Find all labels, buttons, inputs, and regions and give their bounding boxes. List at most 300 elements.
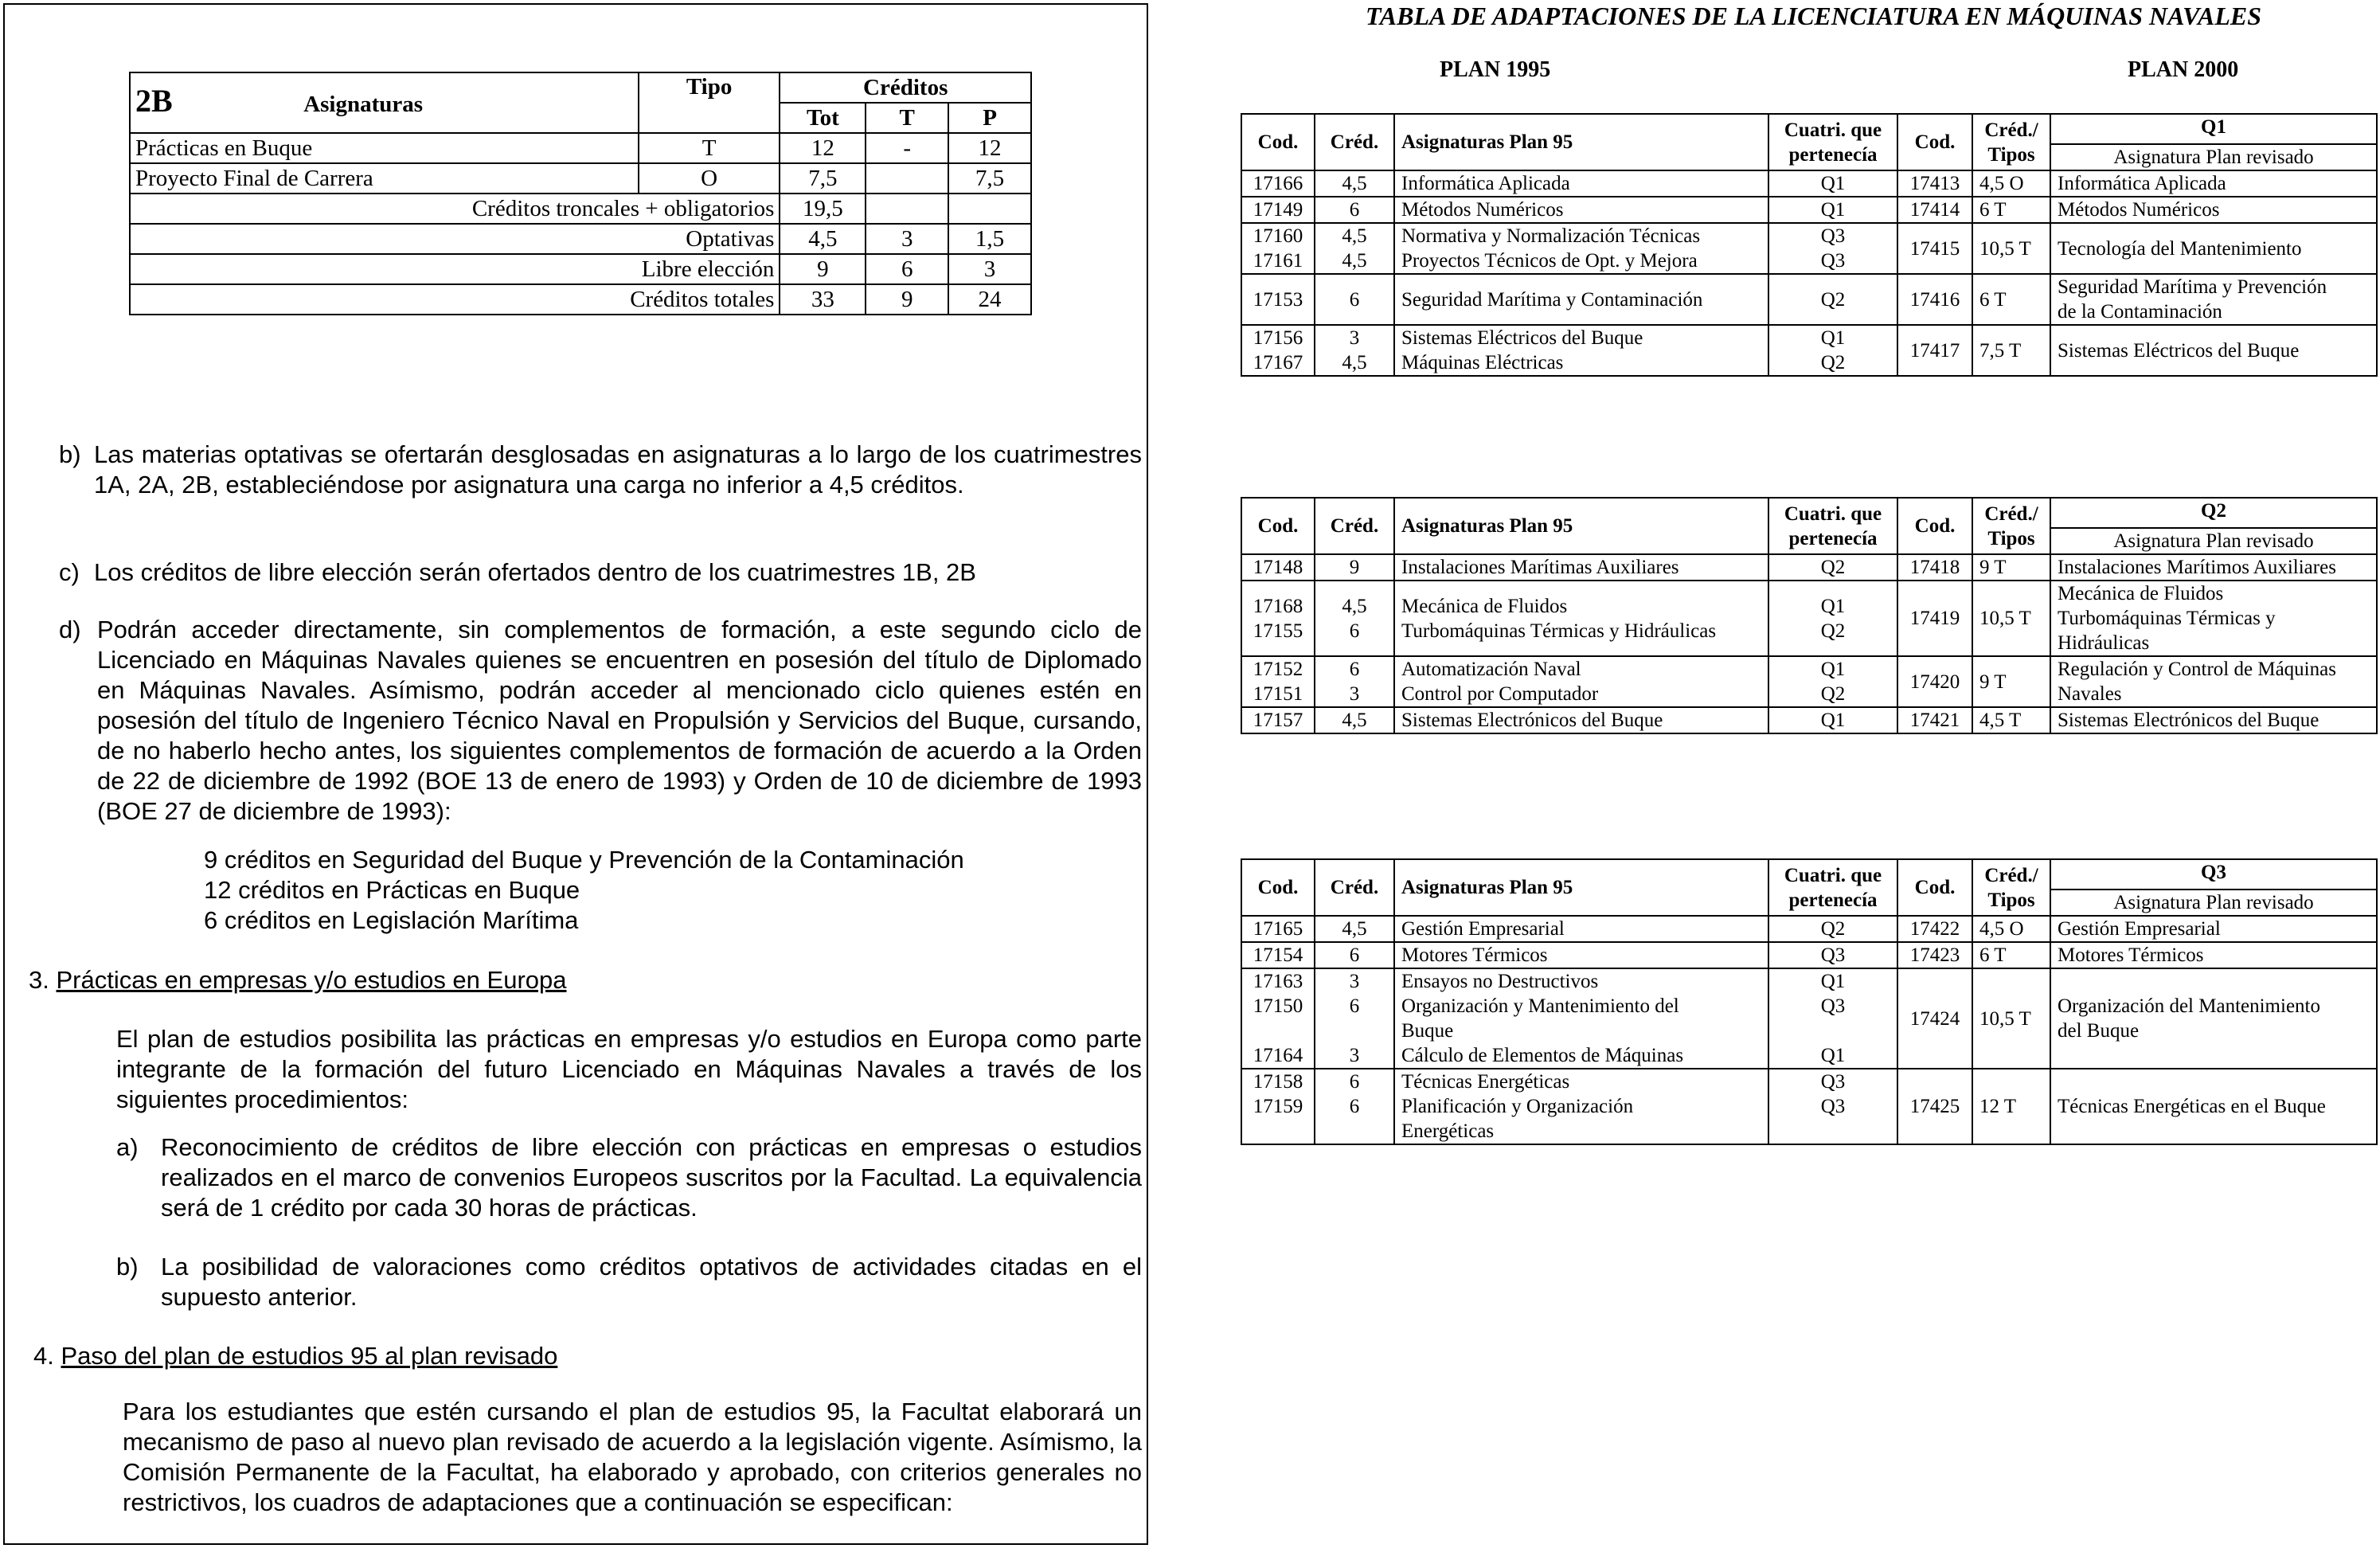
cell-cuatri	[1768, 554, 1897, 581]
adaptations-title: TABLA DE ADAPTACIONES DE LA LICENCIATURA EN MÁQUINAS NAVALES	[1366, 2, 2262, 30]
cell-asignatura-revisado	[2050, 968, 2377, 1069]
asignatura-95-name: Normativa y Normalización Técnicas	[1401, 225, 1701, 247]
cuatri-value: Q1	[1820, 971, 1846, 992]
header-cred-line2: Tipos	[1987, 889, 2035, 911]
paragraph-b-lead: b)	[59, 440, 81, 468]
cuatri-value: Q2	[1820, 620, 1846, 642]
paragraph-c-lead: c)	[59, 558, 80, 586]
cod-95-value: 17153	[1253, 288, 1303, 311]
cell-asignatura-95	[1394, 197, 1768, 223]
cell-cuatri	[1768, 170, 1897, 197]
asignatura-revisado-name: Seguridad Marítima y Prevención	[2058, 276, 2327, 298]
cred-95-value: 4,5	[1342, 918, 1367, 940]
cell-cuatri	[1768, 223, 1897, 274]
table-2b-cell-p: 7,5	[948, 163, 1031, 194]
cuatri-value: Q2	[1820, 683, 1846, 705]
cuatri-value: Q3	[1820, 225, 1846, 247]
cell-asignatura-95	[1394, 707, 1768, 733]
table-2b-summary-row	[130, 194, 1031, 224]
section-3-item-a	[116, 1132, 1142, 1223]
table-2b-summary-cell-tot: 19,5	[780, 194, 866, 224]
asignatura-revisado-name: de la Contaminación	[2058, 301, 2222, 323]
cod-95-value: 17166	[1253, 173, 1303, 194]
cell-cred-tipo: 6 T	[1972, 942, 2050, 968]
paragraph-b	[59, 440, 1142, 500]
cell-cod-new: 17419	[1897, 581, 1972, 656]
cell-cod-95	[1241, 656, 1315, 707]
cell-cred-tipo: 4,5 O	[1972, 916, 2050, 942]
left-page-panel	[3, 3, 1148, 1545]
table-row	[1241, 223, 2377, 274]
asignatura-revisado-name: Informática Aplicada	[2058, 173, 2226, 194]
section-3-heading	[29, 965, 567, 995]
cred-95-value: 6	[1349, 620, 1360, 642]
cell-cod-95	[1241, 581, 1315, 656]
cell-cod-95	[1241, 223, 1315, 274]
table-2b-cell-tipo: T	[639, 133, 780, 163]
table-2b-summary-row	[130, 254, 1031, 284]
cuatri-value: Q1	[1820, 327, 1846, 349]
table-row	[1241, 197, 2377, 223]
asignatura-95-name: Energéticas	[1401, 1120, 1495, 1142]
table-row	[1241, 942, 2377, 968]
plan-new-label: PLAN 2000	[2128, 57, 2239, 82]
section-4-heading	[33, 1341, 557, 1371]
header-asignaturas: Asignaturas	[303, 92, 424, 117]
asignatura-95-name: Mecánica de Fluidos	[1401, 595, 1568, 617]
asignatura-95-name: Turbomáquinas Térmicas y Hidráulicas	[1401, 620, 1717, 642]
header-cred-tipos	[1972, 859, 2050, 916]
cell-asignatura-95	[1394, 170, 1768, 197]
cell-asignatura-revisado	[2050, 274, 2377, 325]
cod-95-value: 17151	[1253, 683, 1303, 705]
cell-cred-tipo: 10,5 T	[1972, 581, 2050, 656]
section-3-item-a-text: Reconocimiento de créditos de libre elección con prácticas en empresas o estudios realizados en el marco de convenios Europeos suscritos por la Facultad. La equivalencia será de 1 crédito por cada 30 horas de prácticas.	[161, 1133, 1142, 1222]
cell-asignatura-revisado	[2050, 656, 2377, 707]
cell-asignatura-95	[1394, 554, 1768, 581]
adaptation-table-q3	[1241, 858, 2378, 1145]
table-row	[1241, 968, 2377, 1069]
header-asignaturas-95: Asignaturas Plan 95	[1394, 114, 1768, 170]
asignatura-revisado-name: Técnicas Energéticas en el Buque	[2058, 1096, 2326, 1117]
header-cod-new: Cod.	[1897, 498, 1972, 554]
header-cod: Cod.	[1241, 859, 1315, 916]
asignatura-revisado-name: Organización del Mantenimiento	[2058, 995, 2320, 1017]
cell-cod-new: 17424	[1897, 968, 1972, 1069]
cell-asignatura-95	[1394, 581, 1768, 656]
asignatura-95-name: Organización y Mantenimiento del	[1401, 995, 1679, 1017]
table-row	[1241, 916, 2377, 942]
cuatri-value: Q2	[1820, 918, 1846, 940]
table-2b-summary-cell-tot: 9	[780, 254, 866, 284]
table-row	[1241, 656, 2377, 707]
table-row	[1241, 554, 2377, 581]
header-cuatri-line1: Cuatri. que	[1784, 502, 1882, 525]
cuatri-value: Q2	[1820, 352, 1846, 373]
cell-cuatri	[1768, 197, 1897, 223]
cell-cod-95	[1241, 170, 1315, 197]
header-asignatura-revisado: Asignatura Plan revisado	[2050, 528, 2377, 554]
cell-cod-95	[1241, 554, 1315, 581]
cell-asignatura-95	[1394, 968, 1768, 1069]
complemento-item: 12 créditos en Prácticas en Buque	[204, 876, 580, 904]
header-creditos: Créditos	[780, 72, 1031, 103]
table-2b-body	[130, 133, 1031, 315]
cod-95-value: 17159	[1253, 1096, 1303, 1117]
cell-asignatura-95	[1394, 942, 1768, 968]
cred-95-value: 9	[1349, 557, 1360, 578]
asignatura-95-name: Control por Computador	[1401, 683, 1599, 705]
cell-asignatura-revisado	[2050, 197, 2377, 223]
header-cod: Cod.	[1241, 114, 1315, 170]
header-cred-tipos	[1972, 498, 2050, 554]
cell-cred-95	[1315, 968, 1394, 1069]
cred-95-value: 4,5	[1342, 352, 1367, 373]
cred-95-value: 6	[1349, 1096, 1360, 1117]
header-cuatri	[1768, 498, 1897, 554]
asignatura-95-name: Sistemas Eléctricos del Buque	[1401, 327, 1643, 349]
table-2b-cell-p: 12	[948, 133, 1031, 163]
table-2b-summary-cell-p: 24	[948, 284, 1031, 315]
cred-95-value: 4,5	[1342, 710, 1367, 731]
asignatura-revisado-name: Motores Térmicos	[2058, 944, 2204, 966]
cred-95-value: 4,5	[1342, 250, 1367, 272]
section-3-number: 3.	[29, 966, 49, 994]
cell-cod-new: 17417	[1897, 325, 1972, 376]
table-2b-cell-t	[866, 163, 948, 194]
table-2b-summary-cell-t: 3	[866, 224, 948, 254]
asignatura-revisado-name: del Buque	[2058, 1020, 2140, 1042]
cell-cod-95	[1241, 274, 1315, 325]
cod-95-value: 17156	[1253, 327, 1303, 349]
cod-95-value: 17161	[1253, 250, 1303, 272]
section-3-intro: El plan de estudios posibilita las prácticas en empresas y/o estudios en Europa como parte integrante de la formación del futuro Licenciado en Máquinas Navales a través de los siguientes procedimientos:	[116, 1025, 1142, 1113]
asignatura-95-name: Automatización Naval	[1401, 659, 1581, 680]
asignatura-95-name: Motores Térmicos	[1401, 944, 1548, 966]
cell-cod-new: 17416	[1897, 274, 1972, 325]
table-2b-summary-row	[130, 224, 1031, 254]
cuatri-value: Q1	[1820, 710, 1846, 731]
asignatura-95-name: Métodos Numéricos	[1401, 199, 1564, 221]
cred-95-value: 6	[1349, 1071, 1360, 1093]
cred-95-value: 6	[1349, 659, 1360, 680]
cuatri-value: Q2	[1820, 288, 1846, 311]
cred-95-value: 6	[1349, 995, 1360, 1017]
section-4-title: Paso del plan de estudios 95 al plan revisado	[61, 1342, 558, 1370]
cell-asignatura-revisado	[2050, 942, 2377, 968]
table-2b-cell-name: Prácticas en Buque	[130, 133, 639, 163]
cell-cod-95	[1241, 325, 1315, 376]
table-2b-row	[130, 163, 1031, 194]
cell-asignatura-95	[1394, 916, 1768, 942]
cell-cred-tipo: 10,5 T	[1972, 223, 2050, 274]
table-row	[1241, 274, 2377, 325]
cell-cred-tipo: 9 T	[1972, 656, 2050, 707]
asignatura-revisado-name: Gestión Empresarial	[2058, 918, 2221, 940]
cell-asignatura-revisado	[2050, 916, 2377, 942]
header-cred-line1: Créd./	[1984, 119, 2038, 141]
cell-asignatura-95	[1394, 274, 1768, 325]
cred-95-value: 4,5	[1342, 173, 1367, 194]
table-2b-cell-name: Proyecto Final de Carrera	[130, 163, 639, 194]
header-cred: Créd.	[1315, 498, 1394, 554]
cred-95-value: 6	[1349, 288, 1360, 311]
asignatura-revisado-name: Tecnología del Mantenimiento	[2058, 237, 2302, 260]
cod-95-value: 17167	[1253, 352, 1303, 373]
cell-cod-95	[1241, 968, 1315, 1069]
header-cod-new: Cod.	[1897, 859, 1972, 916]
asignatura-95-name: Técnicas Energéticas	[1401, 1071, 1570, 1093]
cell-cred-95	[1315, 554, 1394, 581]
asignatura-95-name: Cálculo de Elementos de Máquinas	[1401, 1045, 1684, 1066]
cod-95-value: 17148	[1253, 557, 1303, 578]
header-cred-line1: Créd./	[1984, 864, 2038, 886]
header-p: P	[948, 103, 1031, 133]
cell-cred-95	[1315, 1069, 1394, 1144]
cell-cod-new: 17415	[1897, 223, 1972, 274]
table-2b-summary-label: Optativas	[130, 224, 780, 254]
table-header-row	[1241, 498, 2377, 528]
cell-cuatri	[1768, 916, 1897, 942]
cell-cod-new: 17418	[1897, 554, 1972, 581]
header-cuatri-line2: pertenecía	[1788, 143, 1878, 166]
table-2b-summary-cell-tot: 4,5	[780, 224, 866, 254]
cell-asignatura-95	[1394, 1069, 1768, 1144]
cell-cod-new: 17422	[1897, 916, 1972, 942]
asignatura-95-name: Seguridad Marítima y Contaminación	[1401, 288, 1703, 311]
cell-asignatura-revisado	[2050, 581, 2377, 656]
complemento-item: 9 créditos en Seguridad del Buque y Prevención de la Contaminación	[204, 846, 964, 874]
section-3-item-b	[116, 1252, 1142, 1312]
cod-95-value: 17163	[1253, 971, 1303, 992]
asignatura-95-name: Planificación y Organización	[1401, 1096, 1634, 1117]
header-asignatura-revisado: Asignatura Plan revisado	[2050, 144, 2377, 170]
cred-95-value: 3	[1349, 327, 1360, 349]
cell-cred-95	[1315, 223, 1394, 274]
adaptation-table-q1	[1241, 113, 2378, 377]
asignatura-revisado-name: Turbomáquinas Térmicas y	[2058, 608, 2276, 629]
paragraph-b-text: Las materias optativas se ofertarán desglosadas en asignaturas a lo largo de los cuatrimestres 1A, 2A, 2B, estableciéndose por asignatura una carga no inferior a 4,5 créditos.	[94, 440, 1142, 499]
cod-95-value: 17168	[1253, 595, 1303, 617]
header-quarter: Q1	[2050, 114, 2377, 144]
asignatura-revisado-name: Sistemas Eléctricos del Buque	[2058, 339, 2300, 362]
table-2b-corner	[130, 72, 639, 133]
table-2b-cell-tipo: O	[639, 163, 780, 194]
cell-cuatri	[1768, 942, 1897, 968]
section-3-item-b-text: La posibilidad de valoraciones como créditos optativos de actividades citadas en el supuesto anterior.	[161, 1253, 1142, 1311]
cred-95-value: 4,5	[1342, 225, 1367, 247]
table-row	[1241, 170, 2377, 197]
header-cred-line2: Tipos	[1987, 527, 2035, 549]
cuatri-value: Q1	[1820, 659, 1846, 680]
cell-cred-95	[1315, 656, 1394, 707]
cod-95-value: 17165	[1253, 918, 1303, 940]
header-t: T	[866, 103, 948, 133]
section-4-number: 4.	[33, 1342, 54, 1370]
header-cuatri-line2: pertenecía	[1788, 527, 1878, 549]
table-2b-summary-label: Créditos troncales + obligatorios	[130, 194, 780, 224]
cell-asignatura-revisado	[2050, 325, 2377, 376]
asignatura-revisado-name: Hidráulicas	[2058, 632, 2150, 654]
cred-95-value: 3	[1349, 683, 1360, 705]
cuatri-value: Q2	[1820, 557, 1846, 578]
cell-cod-95	[1241, 916, 1315, 942]
asignatura-revisado-name: Navales	[2058, 683, 2122, 705]
cell-cred-tipo: 4,5 T	[1972, 707, 2050, 733]
header-cred: Créd.	[1315, 859, 1394, 916]
adaptation-table-q2	[1241, 497, 2378, 734]
cell-cuatri	[1768, 581, 1897, 656]
table-2b-label: 2B	[135, 83, 173, 119]
cell-cod-new: 17423	[1897, 942, 1972, 968]
cod-95-value: 17149	[1253, 199, 1303, 221]
cred-95-value: 6	[1349, 199, 1360, 221]
cell-cod-new: 17421	[1897, 707, 1972, 733]
header-cod-new: Cod.	[1897, 114, 1972, 170]
header-asignaturas-95: Asignaturas Plan 95	[1394, 498, 1768, 554]
cell-cred-95	[1315, 707, 1394, 733]
cred-95-value: 3	[1349, 1045, 1360, 1066]
complemento-item: 6 créditos en Legislación Marítima	[204, 906, 579, 934]
cod-95-value: 17160	[1253, 225, 1303, 247]
cell-cuatri	[1768, 325, 1897, 376]
cell-asignatura-revisado	[2050, 1069, 2377, 1144]
cell-cred-95	[1315, 581, 1394, 656]
asignatura-95-name: Informática Aplicada	[1401, 173, 1570, 194]
header-cuatri-line1: Cuatri. que	[1784, 864, 1882, 886]
table-row	[1241, 325, 2377, 376]
header-cred-line2: Tipos	[1987, 143, 2035, 166]
cell-cred-tipo: 12 T	[1972, 1069, 2050, 1144]
cell-cred-tipo: 9 T	[1972, 554, 2050, 581]
paragraph-c	[59, 557, 1142, 588]
cell-cod-new: 17425	[1897, 1069, 1972, 1144]
table-2b-summary-cell-tot: 33	[780, 284, 866, 315]
cred-95-value: 4,5	[1342, 595, 1367, 617]
header-cuatri-line2: pertenecía	[1788, 889, 1878, 911]
cell-cuatri	[1768, 656, 1897, 707]
table-row	[1241, 707, 2377, 733]
table-2b-summary-cell-p: 3	[948, 254, 1031, 284]
table-2b-cell-tot: 7,5	[780, 163, 866, 194]
cuatri-value: Q1	[1820, 173, 1846, 194]
cell-cred-tipo: 4,5 O	[1972, 170, 2050, 197]
header-cod: Cod.	[1241, 498, 1315, 554]
section-3-title: Prácticas en empresas y/o estudios en Europa	[56, 966, 567, 994]
table-row	[1241, 1069, 2377, 1144]
cell-cred-95	[1315, 197, 1394, 223]
cell-cod-95	[1241, 707, 1315, 733]
cell-cuatri	[1768, 274, 1897, 325]
cuatri-value: Q3	[1820, 944, 1846, 966]
cuatri-value: Q1	[1820, 199, 1846, 221]
cell-cod-new: 17414	[1897, 197, 1972, 223]
cell-cred-95	[1315, 325, 1394, 376]
cell-cred-tipo: 6 T	[1972, 197, 2050, 223]
cell-cuatri	[1768, 968, 1897, 1069]
plan-old-label: PLAN 1995	[1440, 57, 1551, 82]
header-cred: Créd.	[1315, 114, 1394, 170]
asignatura-95-name: Proyectos Técnicos de Opt. y Mejora	[1401, 250, 1698, 272]
cell-cuatri	[1768, 707, 1897, 733]
table-2b-summary-cell-t: 9	[866, 284, 948, 315]
table-2b-summary-row	[130, 284, 1031, 315]
cell-asignatura-revisado	[2050, 554, 2377, 581]
cell-asignatura-95	[1394, 325, 1768, 376]
asignatura-revisado-name: Sistemas Electrónicos del Buque	[2058, 710, 2319, 731]
cuatri-value: Q3	[1820, 250, 1846, 272]
cell-asignatura-revisado	[2050, 223, 2377, 274]
section-3-item-b-lead: b)	[116, 1253, 139, 1281]
cuatri-value: Q1	[1820, 595, 1846, 617]
cell-cred-tipo: 10,5 T	[1972, 968, 2050, 1069]
paragraph-d-text: Podrán acceder directamente, sin complementos de formación, a este segundo ciclo de Licenciado en Máquinas Navales quienes se encuentren en posesión del título de Diplomado en Máquinas Navales. Asímismo, podrán acceder al mencionado ciclo quienes estén en posesión del título de Ingeniero Técnico Naval en Propulsión y Servicios del Buque, cursando, de no haberlo hecho antes, los siguientes complementos de formación de acuerdo a la Orden de 22 de diciembre de 1992 (BOE 13 de enero de 1993) y Orden de 10 de diciembre de 1993 (BOE 27 de diciembre de 1993):	[97, 616, 1142, 825]
cod-95-value: 17154	[1253, 944, 1303, 966]
table-2b-row	[130, 133, 1031, 163]
cod-95-value: 17158	[1253, 1071, 1303, 1093]
table-2b-credits	[129, 72, 1032, 315]
paragraph-c-text: Los créditos de libre elección serán ofertados dentro de los cuatrimestres 1B, 2B	[94, 558, 976, 586]
cell-asignatura-revisado	[2050, 707, 2377, 733]
header-cuatri	[1768, 859, 1897, 916]
cell-cod-95	[1241, 1069, 1315, 1144]
table-2b-summary-label: Créditos totales	[130, 284, 780, 315]
cod-95-value: 17157	[1253, 710, 1303, 731]
cell-asignatura-95	[1394, 223, 1768, 274]
section-4-text: Para los estudiantes que estén cursando el plan de estudios 95, la Facultat elaborará un mecanismo de paso al nuevo plan revisado de acuerdo a la legislación vigente. Asímismo, la Comisión Permanente de la Facultat, ha elaborado y aprobado, con criterios generales no restrictivos, los cuadros de adaptaciones que a continuación se especifican:	[123, 1398, 1142, 1516]
table-2b-summary-label: Libre elección	[130, 254, 780, 284]
cod-95-value: 17155	[1253, 620, 1303, 642]
asignatura-revisado-name: Métodos Numéricos	[2058, 199, 2220, 221]
cod-95-value: 17150	[1253, 995, 1303, 1017]
cell-cuatri	[1768, 1069, 1897, 1144]
asignatura-revisado-name: Mecánica de Fluidos	[2058, 583, 2224, 604]
cell-cred-tipo: 7,5 T	[1972, 325, 2050, 376]
section-3-item-a-lead: a)	[116, 1133, 139, 1161]
asignatura-revisado-name: Instalaciones Marítimos Auxiliares	[2058, 557, 2336, 578]
table-2b-summary-cell-t: 6	[866, 254, 948, 284]
table-header-row	[1241, 859, 2377, 890]
table-2b-summary-cell-p	[948, 194, 1031, 224]
asignatura-95-name: Instalaciones Marítimas Auxiliares	[1401, 557, 1679, 578]
cell-asignatura-revisado	[2050, 170, 2377, 197]
cred-95-value: 6	[1349, 944, 1360, 966]
cod-95-value: 17164	[1253, 1045, 1303, 1066]
table-row	[1241, 581, 2377, 656]
header-cred-tipos	[1972, 114, 2050, 170]
header-quarter: Q3	[2050, 859, 2377, 890]
cred-95-value: 3	[1349, 971, 1360, 992]
cell-cred-95	[1315, 274, 1394, 325]
asignatura-95-name: Máquinas Eléctricas	[1401, 352, 1564, 373]
table-2b-cell-tot: 12	[780, 133, 866, 163]
header-asignaturas-95: Asignaturas Plan 95	[1394, 859, 1768, 916]
cell-cred-95	[1315, 916, 1394, 942]
complementos-list	[204, 845, 1080, 936]
cuatri-value: Q3	[1820, 1071, 1846, 1093]
header-cred-line1: Créd./	[1984, 502, 2038, 525]
asignatura-95-name: Ensayos no Destructivos	[1401, 971, 1599, 992]
cell-asignatura-95	[1394, 656, 1768, 707]
cell-cod-95	[1241, 942, 1315, 968]
header-cuatri	[1768, 114, 1897, 170]
cell-cod-95	[1241, 197, 1315, 223]
header-tot: Tot	[780, 103, 866, 133]
cod-95-value: 17152	[1253, 659, 1303, 680]
header-tipo: Tipo	[639, 72, 780, 133]
table-header-row	[1241, 114, 2377, 144]
cuatri-value: Q1	[1820, 1045, 1846, 1066]
